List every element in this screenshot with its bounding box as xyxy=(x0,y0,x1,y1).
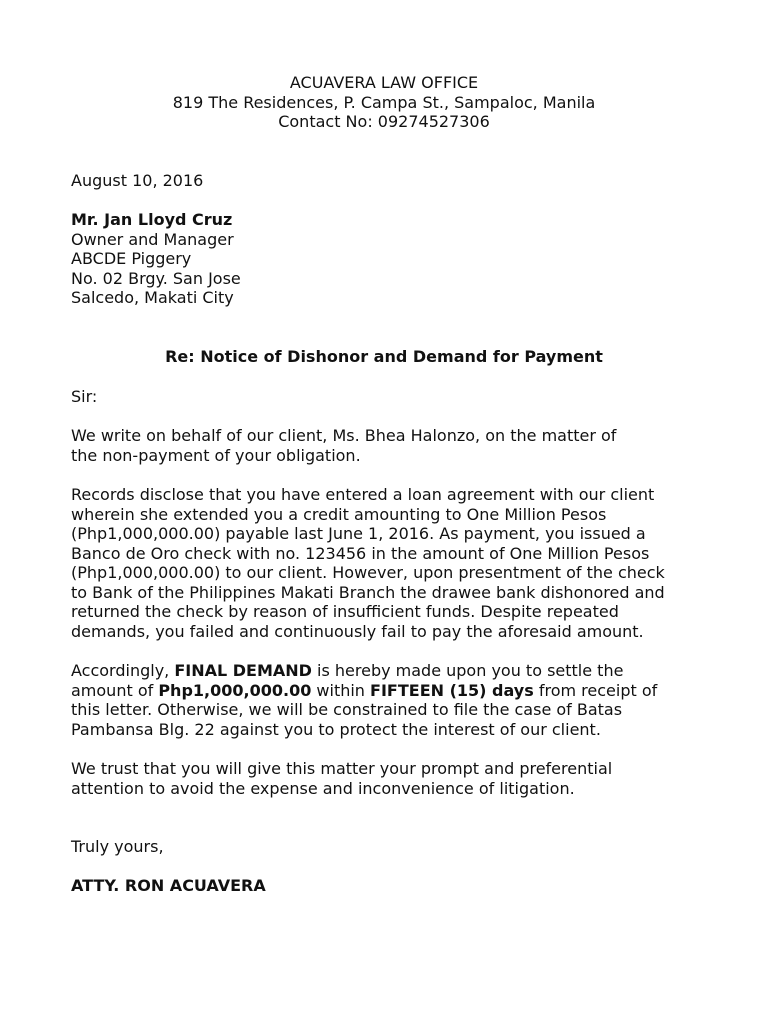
recipient-block xyxy=(71,210,711,308)
paragraph-line: We trust that you will give this matter your prompt and preferential xyxy=(71,759,613,778)
letterhead xyxy=(0,73,768,132)
deadline-emphasis: FIFTEEN (15) days xyxy=(370,680,534,700)
paragraph-line: wherein she extended you a credit amounting to One Million Pesos xyxy=(71,504,607,524)
recipient-line: ABCDE Piggery xyxy=(71,249,192,268)
paragraph-line: Records disclose that you have entered a loan agreement with our client xyxy=(71,485,655,504)
paragraph-line: demands, you failed and continuously fail to pay the aforesaid amount. xyxy=(71,621,644,641)
paragraph-line: this letter. Otherwise, we will be constrained to file the case of Batas xyxy=(71,700,623,719)
paragraph-final-demand xyxy=(71,661,711,739)
text-run: within xyxy=(311,680,371,700)
final-demand-emphasis: FINAL DEMAND xyxy=(174,661,312,680)
paragraph-line: Pambansa Blg. 22 against you to protect the interest of our client. xyxy=(71,719,601,739)
subject-line: Re: Notice of Dishonor and Demand for Payment xyxy=(165,347,603,366)
text-run: amount of xyxy=(71,680,159,700)
paragraph-records xyxy=(71,485,711,641)
date-text: August 10, 2016 xyxy=(71,171,204,190)
paragraph-line: We write on behalf of our client, Ms. Bhea Halonzo, on the matter of xyxy=(71,426,617,445)
letter-date xyxy=(71,171,711,191)
signature-block xyxy=(71,876,711,896)
paragraph-line: the non-payment of your obligation. xyxy=(71,445,361,465)
firm-address: 819 The Residences, P. Campa St., Sampaloc, Manila xyxy=(172,92,596,112)
firm-name: ACUAVERA LAW OFFICE xyxy=(289,73,479,92)
amount-emphasis: Php1,000,000.00 xyxy=(158,680,312,700)
paragraph-line: Banco de Oro check with no. 123456 in the amount of One Million Pesos xyxy=(71,543,650,563)
paragraph-intro xyxy=(71,426,711,465)
paragraph-line xyxy=(71,681,711,701)
text-run: from receipt of xyxy=(533,680,658,700)
paragraph-line xyxy=(71,661,711,681)
paragraph-line: attention to avoid the expense and inconvenience of litigation. xyxy=(71,778,575,798)
complimentary-close xyxy=(71,837,711,857)
closing-text: Truly yours, xyxy=(71,837,164,856)
recipient-line: No. 02 Brgy. San Jose xyxy=(71,268,241,288)
paragraph-line: returned the check by reason of insufficient funds. Despite repeated xyxy=(71,602,619,621)
paragraph-line: (Php1,000,000.00) payable last June 1, 2016. As payment, you issued a xyxy=(71,524,646,543)
recipient-line: Salcedo, Makati City xyxy=(71,288,234,307)
paragraph-line: to Bank of the Philippines Makati Branch the drawee bank dishonored and xyxy=(71,582,665,602)
text-run: Accordingly, xyxy=(71,661,175,680)
recipient-name: Mr. Jan Lloyd Cruz xyxy=(71,210,233,229)
firm-contact: Contact No: 09274527306 xyxy=(278,112,490,131)
text-run: is hereby made upon you to settle the xyxy=(311,661,624,680)
paragraph-closing-request xyxy=(71,759,711,798)
recipient-line: Owner and Manager xyxy=(71,229,234,249)
salutation-text: Sir: xyxy=(71,387,98,406)
salutation xyxy=(71,387,711,407)
signatory-name: ATTY. RON ACUAVERA xyxy=(71,876,266,895)
paragraph-line: (Php1,000,000.00) to our client. However, upon presentment of the check xyxy=(71,563,665,582)
